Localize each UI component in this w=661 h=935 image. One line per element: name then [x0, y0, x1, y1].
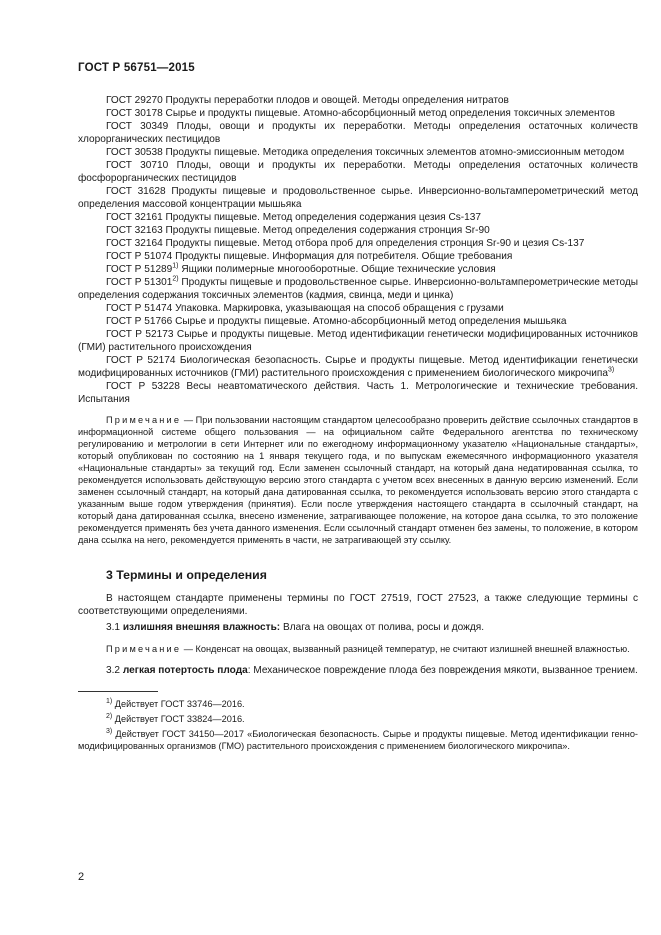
term-3-1-number: 3.1 [106, 622, 123, 633]
note-text: — При пользовании настоящим стандартом целесообразно проверить действие ссылочных стандартов в информационной системе общего пользования — на официальном сайте Федерального агентства по техническому регулированию и метрологии в сети Интернет или по ежегодному информационному указателю «Национальные стандарты», который опубликован по состоянию на 1 января текущего года, и по выпускам ежемесячного информационного указателя «Национальные стандарты» за текущий год. Если заменен ссылочный стандарт, на который дана недатированная ссылка, то рекомендуется использовать действующую версию этого стандарта с учетом всех внесенных в данную версию изменений. Если заменен ссылочный стандарт, на который дана датированная ссылка, то рекомендуется использовать версию этого стандарта с указанным выше годом утверждения (принятия). Если после утверждения настоящего стандарта в ссылочный стандарт, на который дана датированная ссылка, внесено изменение, затрагивающее положение, на которое дана ссылка, то это положение рекомендуется применять без учета данного изменения. Если ссылочный стандарт отменен без замены, то положение, в котором дана ссылка на него, рекомендуется применять в части, не затрагивающей эту ссылку. [78, 415, 638, 545]
footnote-2 [78, 713, 638, 725]
footnote-2-text: Действует ГОСТ 33824—2016. [112, 714, 245, 724]
ref-51766: ГОСТ Р 51766 Сырье и продукты пищевые. Атомно-абсорбционный метод определения мышьяка [106, 316, 567, 327]
page-number: 2 [78, 871, 85, 883]
ref-51301-code: ГОСТ Р 51301 [106, 277, 173, 288]
footnote-ref-3: 3) [608, 366, 615, 374]
section-3-title: 3 Термины и определения [106, 568, 267, 582]
normative-references [78, 94, 638, 752]
ref-52174 [78, 354, 638, 380]
ref-30538: ГОСТ 30538 Продукты пищевые. Методика определения токсичных элементов атомно-эмиссионным методом [106, 147, 625, 158]
term-3-1-note [78, 643, 638, 655]
ref-53228: ГОСТ Р 53228 Весы неавтоматического действия. Часть 1. Метрологические и технические требования. Испытания [78, 381, 638, 405]
ref-30710: ГОСТ 30710 Плоды, овощи и продукты их переработки. Методы определения остаточных количеств фосфорорганических пестицидов [78, 160, 638, 184]
ref-32163: ГОСТ 32163 Продукты пищевые. Метод определения содержания стронция Sr-90 [106, 225, 490, 236]
ref-29270: ГОСТ 29270 Продукты переработки плодов и овощей. Методы определения нитратов [106, 95, 509, 106]
term-3-2-definition: : Механическое повреждение плода без повреждения мякоти, вызванное трением. [247, 665, 638, 676]
footnote-1 [78, 698, 638, 710]
footnote-2-mark: 2) [106, 712, 113, 720]
ref-51289-text: Ящики полимерные многооборотные. Общие технические условия [178, 264, 496, 275]
footnote-3-mark: 3) [106, 727, 113, 735]
footnote-ref-2: 2) [172, 275, 179, 283]
footnote-ref-1: 1) [172, 262, 179, 270]
term-3-2-number: 3.2 [106, 665, 123, 676]
term-3-2-term: легкая потертость плода [122, 665, 248, 676]
ref-31628: ГОСТ 31628 Продукты пищевые и продовольственное сырье. Инверсионно-вольтамперометрический метод определения массовой концентрации мышьяка [78, 186, 638, 210]
footnote-3 [78, 728, 638, 752]
ref-51074: ГОСТ Р 51074 Продукты пищевые. Информация для потребителя. Общие требования [106, 251, 513, 262]
ref-51289-code: ГОСТ Р 51289 [106, 264, 173, 275]
ref-32164: ГОСТ 32164 Продукты пищевые. Метод отбора проб для определения стронция Sr-90 и цезия Cs-137 [106, 238, 585, 249]
footnote-1-text: Действует ГОСТ 33746—2016. [112, 699, 245, 709]
ref-51289 [78, 263, 638, 276]
section-3-intro: В настоящем стандарте применены термины по ГОСТ 27519, ГОСТ 27523, а также следующие термины с соответствующими определениями. [78, 593, 638, 617]
term-3-2 [78, 664, 638, 677]
ref-30349: ГОСТ 30349 Плоды, овощи и продукты их переработки. Методы определения остаточных количеств хлорорганических пестицидов [78, 121, 638, 145]
ref-32161: ГОСТ 32161 Продукты пищевые. Метод определения содержания цезия Cs-137 [106, 212, 481, 223]
ref-51301 [78, 276, 638, 302]
term-3-1 [78, 621, 638, 634]
footnote-3-text: Действует ГОСТ 34150—2017 «Биологическая безопасность. Сырье и продукты пищевые. Метод идентификации генно-модифицированных организмов (ГМО) растительного происхождения с применением биологического микрочипа». [78, 729, 638, 751]
ref-52173: ГОСТ Р 52173 Сырье и продукты пищевые. Метод идентификации генетически модифицированных источников (ГМИ) растительного происхождения [78, 329, 638, 353]
ref-51301-text: Продукты пищевые и продовольственное сырье. Инверсионно-вольтамперометрические методы определения содержания токсичных элементов (кадмия, свинца, меди и цинка) [78, 277, 639, 301]
term-note-label: Примечание [106, 644, 182, 654]
references-note [78, 414, 638, 546]
ref-30178: ГОСТ 30178 Сырье и продукты пищевые. Атомно-абсорбционный метод определения токсичных элементов [106, 108, 616, 119]
note-label: Примечание [106, 415, 182, 425]
ref-51474: ГОСТ Р 51474 Упаковка. Маркировка, указывающая на способ обращения с грузами [106, 303, 504, 314]
ref-52174-text: ГОСТ Р 52174 Биологическая безопасность. Сырье и продукты пищевые. Метод идентификации генетически модифицированных источников (ГМИ) растительного происхождения с применением биологического микрочипа [78, 355, 638, 379]
term-note-text: — Конденсат на овощах, вызванный разницей температур, не считают излишней внешней влажностью. [181, 644, 630, 654]
term-3-1-definition: Влага на овощах от полива, росы и дождя. [280, 622, 485, 633]
footnote-1-mark: 1) [106, 697, 113, 705]
document-header: ГОСТ Р 56751—2015 [78, 62, 195, 74]
term-3-1-term: излишняя внешняя влажность: [122, 622, 281, 633]
